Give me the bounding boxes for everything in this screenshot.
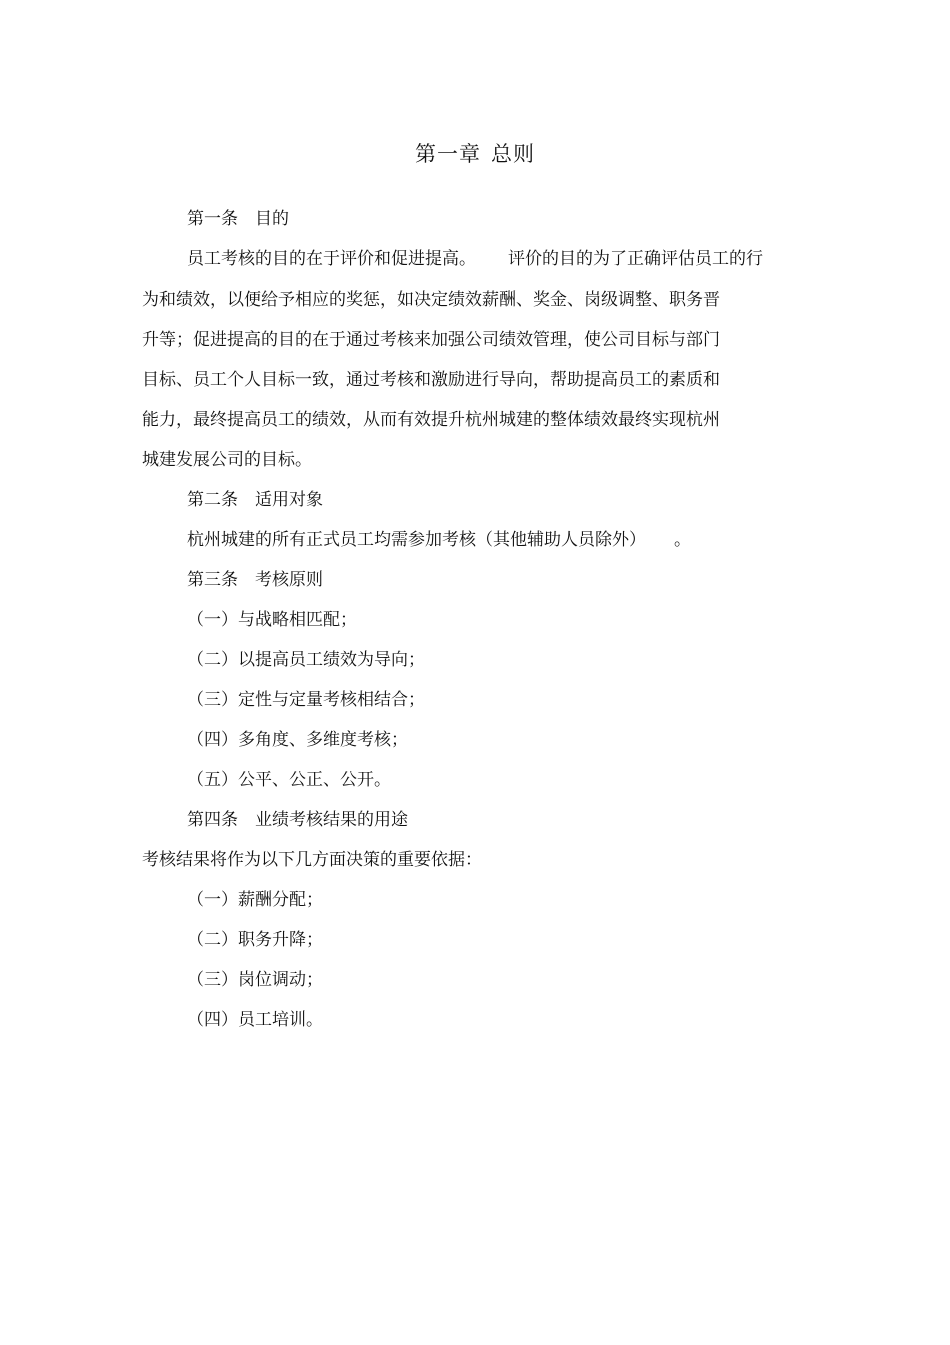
article4-title: 业绩考核结果的用途	[255, 810, 408, 830]
article3-number: 第三条	[187, 570, 238, 590]
article1-line1-a: 员工考核的目的在于评价和促进提高。	[187, 249, 476, 269]
article1-line3: 升等；促进提高的目的在于通过考核来加强公司绩效管理，使公司目标与部门	[142, 330, 720, 350]
article3-item: （二）以提高员工绩效为导向；	[187, 650, 425, 670]
article1-line2: 为和绩效，以便给予相应的奖惩，如决定绩效薪酬、奖金、岗级调整、职务晋	[142, 290, 720, 310]
article2-title: 适用对象	[255, 490, 323, 510]
article1-line4: 目标、员工个人目标一致，通过考核和激励进行导向，帮助提高员工的素质和	[142, 370, 720, 390]
article2-text-a: 杭州城建的所有正式员工均需参加考核（其他辅助人员除外）	[187, 530, 646, 550]
article3-title: 考核原则	[255, 570, 323, 590]
article1-line6: 城建发展公司的目标。	[142, 450, 312, 470]
article2-text-b: 。	[674, 530, 691, 550]
article4-item: （一）薪酬分配；	[187, 890, 323, 910]
article4-item: （三）岗位调动；	[187, 970, 323, 990]
article3-item: （四）多角度、多维度考核；	[187, 730, 408, 750]
article4-heading	[187, 808, 408, 832]
article3-item: （一）与战略相匹配；	[187, 610, 357, 630]
article1-heading	[187, 207, 289, 231]
chapter-name: 总则	[491, 142, 535, 166]
article1-title: 目的	[255, 209, 289, 229]
article1-line1-b: 评价的目的为了正确评估员工的行	[508, 249, 763, 269]
chapter-title	[0, 138, 950, 168]
article3-item: （三）定性与定量考核相结合；	[187, 690, 425, 710]
article4-number: 第四条	[187, 810, 238, 830]
chapter-number: 第一章	[415, 142, 481, 166]
article4-item: （四）员工培训。	[187, 1010, 323, 1030]
article1-number: 第一条	[187, 209, 238, 229]
article2-number: 第二条	[187, 490, 238, 510]
article3-item: （五）公平、公正、公开。	[187, 770, 391, 790]
article4-item: （二）职务升降；	[187, 930, 323, 950]
article1-line5: 能力，最终提高员工的绩效，从而有效提升杭州城建的整体绩效最终实现杭州	[142, 410, 720, 430]
article2-heading	[187, 488, 323, 512]
article1-line1	[187, 247, 763, 271]
article2-text	[187, 528, 691, 552]
article3-heading	[187, 568, 323, 592]
article4-intro: 考核结果将作为以下几方面决策的重要依据：	[142, 850, 482, 870]
